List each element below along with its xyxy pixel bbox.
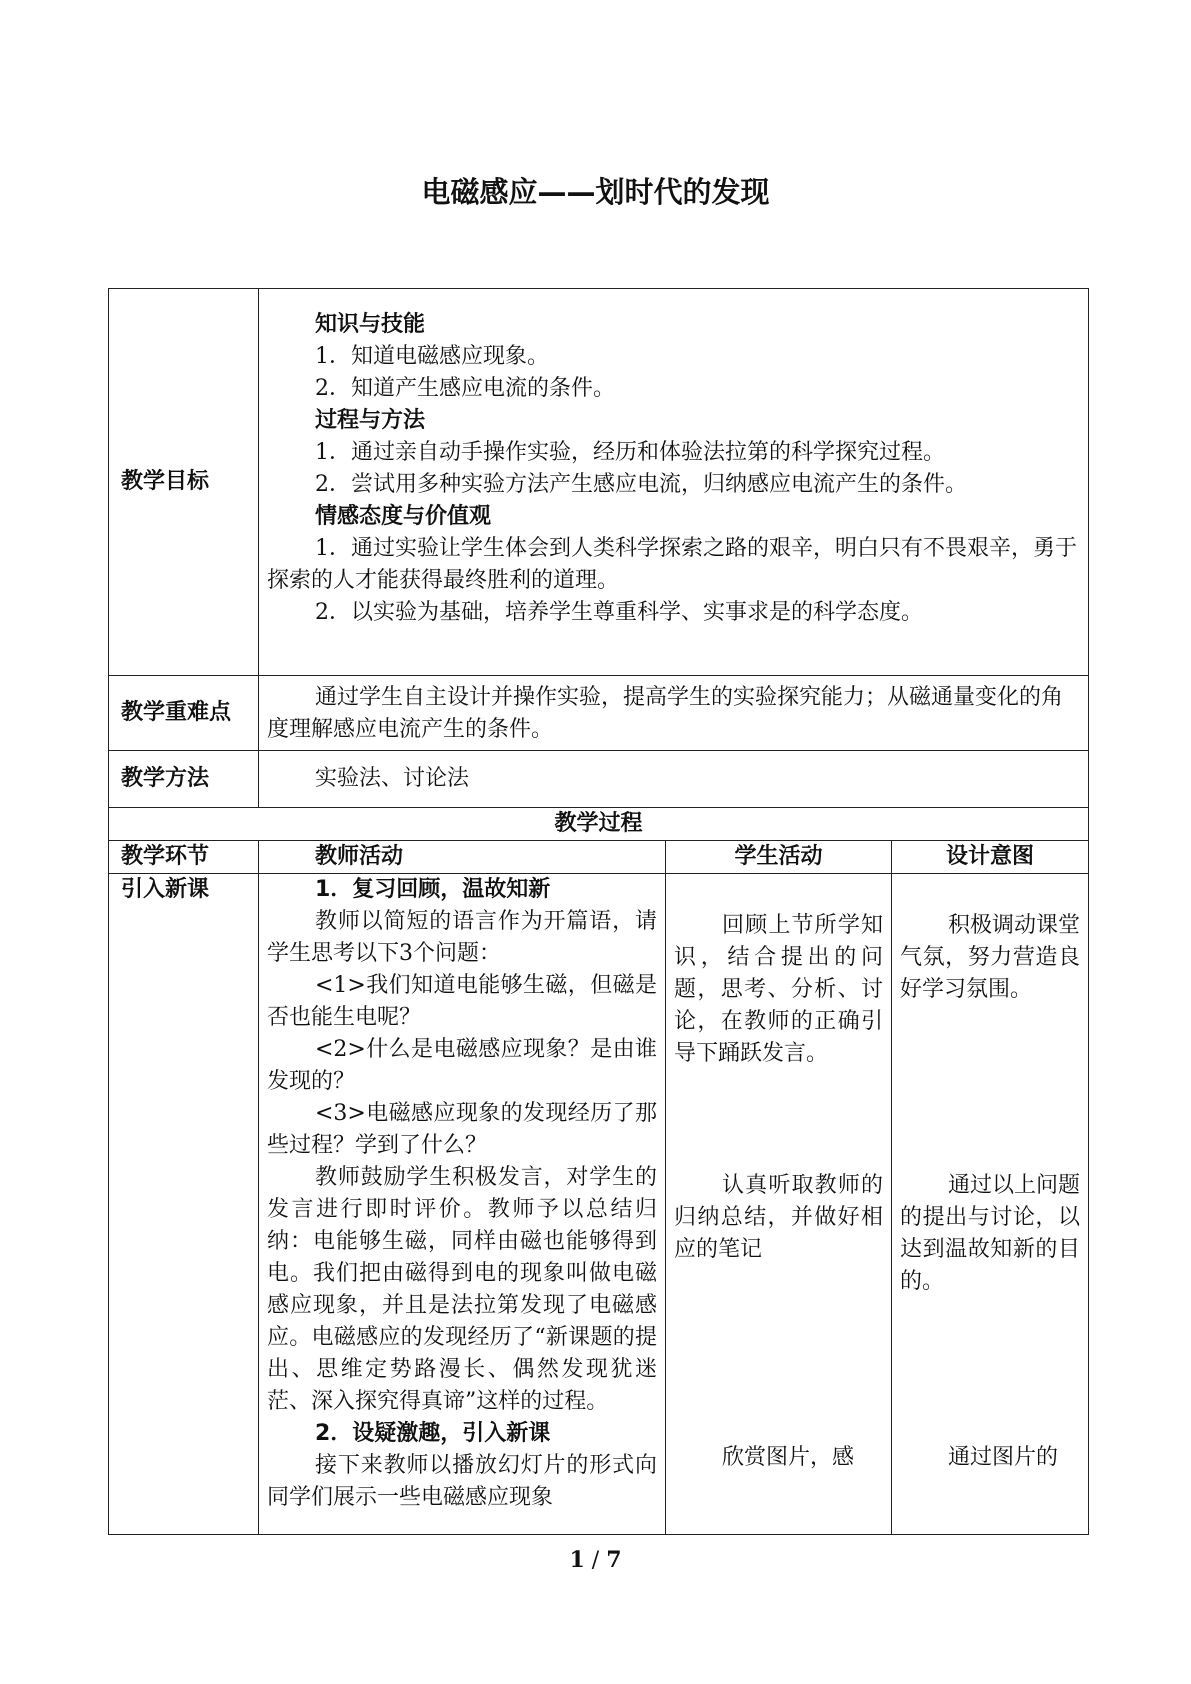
objective-item: 1．知道电磁感应现象。 [315,344,549,369]
design-intent-text: 通过以上问题的提出与讨论，以达到温故知新的目的。 [900,1173,1081,1294]
objectives-label: 教学目标 [109,289,259,676]
lesson-plan-table [108,288,1089,1535]
teacher-paragraph: 教师以简短的语言作为开篇语，请学生思考以下3个问题： [267,909,657,966]
section-heading: 知识与技能 [315,312,426,337]
teacher-heading: 2．设疑激趣，引入新课 [315,1421,551,1446]
page-title: 电磁感应——划时代的发现 [421,175,770,209]
design-intent-cell [892,874,1089,1535]
teacher-paragraph: 教师鼓励学生积极发言，对学生的发言进行即时评价。教师予以总结归纳：电能够生磁，同样由磁也能够得到电。我们把由磁得到电的现象叫做电磁感应现象，并且是法拉第发现了电磁感应。电磁感应的发现经历了“新课题的提出、思维定势路漫长、偶然发现犹迷茫、深入探究得真谛”这样的过程。 [267,1165,657,1414]
objective-item: 1．通过亲自动手操作实验，经历和体验法拉第的科学探究过程。 [315,440,945,465]
column-header-design: 设计意图 [892,841,1089,874]
stage-cell [109,874,259,1535]
methods-label: 教学方法 [109,751,259,808]
column-header-stage: 教学环节 [109,841,259,874]
objective-item: 1．通过实验让学生体会到人类科学探索之路的艰辛，明白只有不畏艰辛，勇于探索的人才能获得最终胜利的道理。 [267,536,1077,593]
student-activity-text: 欣赏图片，感 [722,1445,855,1470]
student-activity-cell [666,874,892,1535]
teacher-question: <2>什么是电磁感应现象？是由谁发现的？ [267,1037,657,1094]
keypoints-label: 教学重难点 [109,676,259,751]
process-title: 教学过程 [109,808,1089,841]
stage-label: 引入新课 [121,877,210,902]
process-title-row [109,808,1089,841]
student-activity-text: 回顾上节所学知识，结合提出的问题，思考、分析、讨论，在教师的正确引导下踊跃发言。 [674,913,883,1066]
page-total: 7 [606,1547,622,1573]
keypoints-content [259,676,1089,751]
objective-item: 2．知道产生感应电流的条件。 [315,376,615,401]
column-header-teacher: 教师活动 [259,841,666,874]
keypoints-row [109,676,1089,751]
process-header-row [109,841,1089,874]
objective-item: 2．尝试用多种实验方法产生感应电流，归纳感应电流产生的条件。 [315,472,967,497]
teacher-question: <3>电磁感应现象的发现经历了那些过程？学到了什么？ [267,1101,657,1158]
page-footer [0,1547,1191,1573]
objectives-row [109,289,1089,676]
student-activity-text: 认真听取教师的归纳总结，并做好相应的笔记 [674,1173,883,1262]
process-body-row [109,874,1089,1535]
methods-content [259,751,1089,808]
objective-item: 2．以实验为基础，培养学生尊重科学、实事求是的科学态度。 [315,600,923,625]
section-heading: 过程与方法 [315,408,426,433]
teacher-question: <1>我们知道电能够生磁，但磁是否也能生电呢？ [267,973,657,1030]
column-header-student: 学生活动 [666,841,892,874]
design-intent-text: 通过图片的 [948,1445,1059,1470]
teacher-activity-cell [259,874,666,1535]
teacher-heading: 1．复习回顾，温故知新 [315,877,551,902]
teacher-paragraph: 接下来教师以播放幻灯片的形式向同学们展示一些电磁感应现象 [267,1453,657,1510]
keypoints-text: 通过学生自主设计并操作实验，提高学生的实验探究能力；从磁通量变化的角度理解感应电流产生的条件。 [267,685,1064,742]
methods-row [109,751,1089,808]
design-intent-text: 积极调动课堂气氛，努力营造良好学习氛围。 [900,913,1081,1002]
page-separator: / [584,1548,607,1573]
section-heading: 情感态度与价值观 [315,504,492,529]
objectives-content [259,289,1089,676]
methods-text: 实验法、讨论法 [315,766,470,791]
page-number: 1 [569,1547,585,1573]
